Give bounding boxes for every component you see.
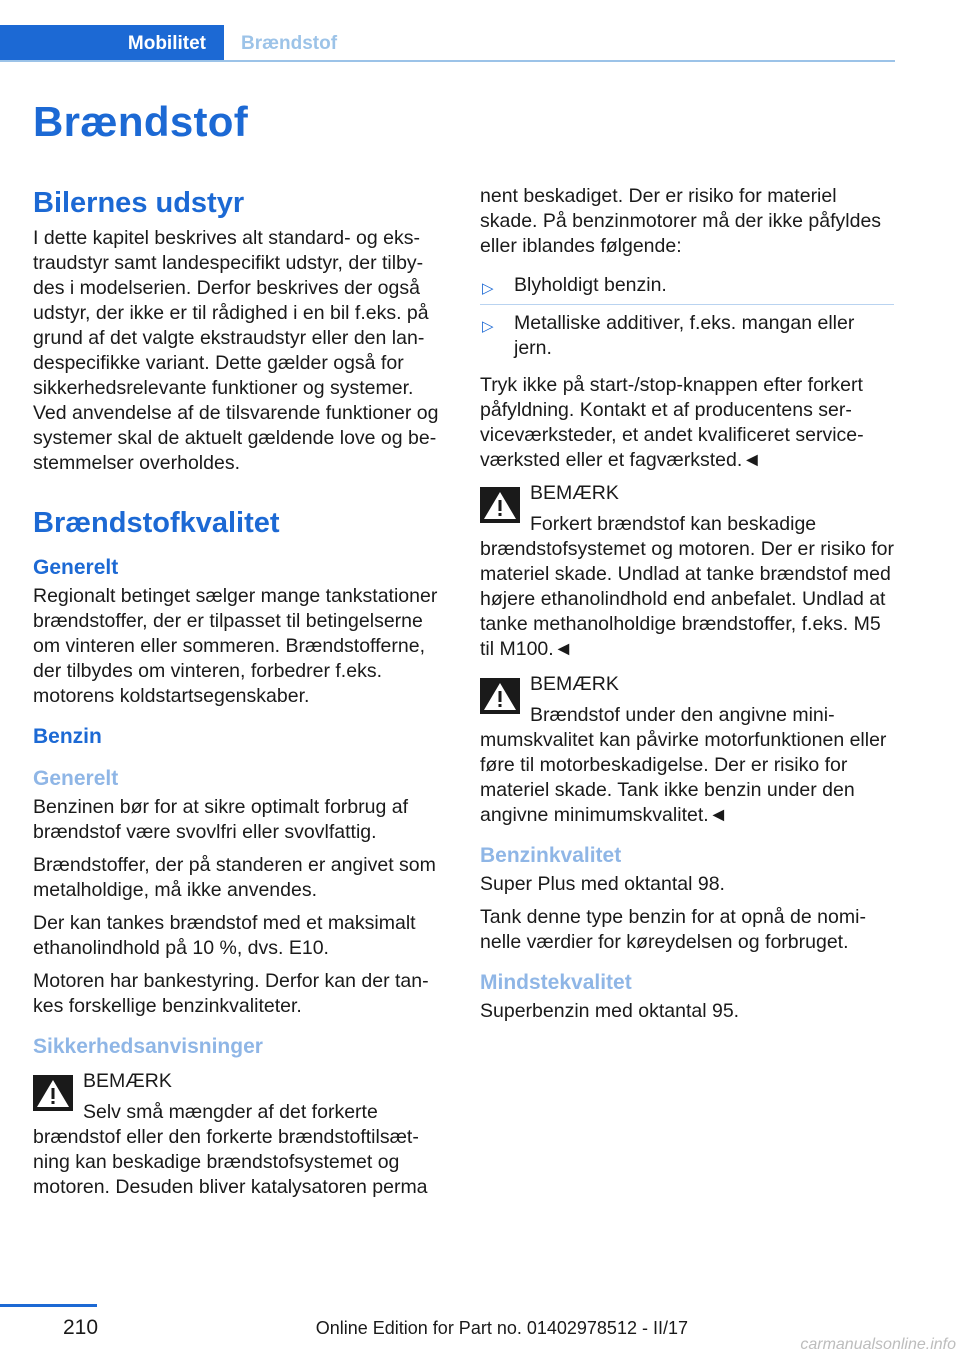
paragraph-min-quality: Superbenzin med oktantal 95. [480,1000,740,1022]
right-column [480,184,894,1032]
paragraph-petrol-3: Der kan tankes brændstof med et maksimalt ethanolindhold på 10 %, dvs. E10. [33,912,416,959]
warning-text: Forkert brændstof kan beskadige brændstofsystemet og motoren. Der er risiko for materiel skade. Undlad at tanke brændstof med højere ethanolindhold end anbefalet. Undlad at tanke methanolholdige brændstoffer, f.eks. M5 til M100.◄ [480,513,894,660]
paragraph-continued: nent beskadiget. Der er risiko for materiel skade. På benzinmotorer må der ikke påfyldes eller iblandes følgende: [480,185,882,257]
watermark: carmanualsonline.info [800,1336,956,1353]
tab-mobilitet[interactable]: Mobilitet [0,25,224,62]
warning-triangle-icon [480,678,520,714]
paragraph-start-stop: Tryk ikke på start-/stop-knappen efter forkert påfyldning. Kontakt et af producentens serviceværksteder, et andet kvalificeret serviceværksted eller et fagværksted.◄ [480,374,864,471]
heading-fuel-quality: Brændstofkvalitet [33,507,280,539]
footer-line [0,1304,97,1307]
warning-label: BEMÆRK [530,673,619,695]
warning-text: Selv små mængder af det forkerte brændstof eller den forkerte brændstoftilsætning kan beskadige brændstofsystemet og motoren. Desuden bliver katalysatoren perma [33,1101,428,1198]
left-column [33,184,447,1210]
heading-equipment: Bilernes udstyr [33,187,245,219]
heading-petrol: Benzin [33,725,102,748]
heading-petrol-quality: Benzinkvalitet [480,844,622,867]
warning-label: BEMÆRK [530,482,619,504]
warning-triangle-icon [33,1075,73,1111]
warning-note [480,481,894,662]
heading-general: Generelt [33,556,119,579]
paragraph-petrol-2: Brændstoffer, der på standeren er angivet som metalholdige, må ikke anvendes. [33,854,436,901]
page-number: 210 [63,1316,99,1339]
header-divider [0,60,895,62]
paragraph-petrol-1: Benzinen bør for at sikre optimalt forbrug af brændstof være svovlfri eller svovlfattig. [33,796,409,843]
paragraph-petrol-quality-1: Super Plus med oktantal 98. [480,873,725,895]
paragraph-equipment: I dette kapitel beskrives alt standard- og ekstraudstyr samt landespecifikt udstyr, der tilbydes i modelserien. Derfor beskrives der også udstyr, der ikke er til rådighed i en bil f.eks. på grund af det valgte ekstraudstyr eller den landespecifikke variant. Dette gælder også for sikkerhedsrelevante funktioner og systemer. Ved anvendelse af de tilsvarende funktioner og systemer skal de aktuelt gældende love og bestemmelser overholdes. [33,227,439,474]
warning-text: Brændstof under den angivne minimumskvalitet kan påvirke motorfunktionen eller føre til motorbeskadigelse. Der er risiko for materiel skade. Tank ikke benzin under den angivne minimumskvalitet.◄ [480,704,887,826]
heading-min-quality: Mindstekvalitet [480,971,632,994]
heading-safety: Sikkerhedsanvisninger [33,1035,263,1058]
header-tabbar [0,25,895,62]
warning-triangle-icon [480,487,520,523]
paragraph-petrol-4: Motoren har bankestyring. Derfor kan der tankes forskellige benzinkvaliteter. [33,970,429,1017]
triangle-bullet-icon: ▷ [482,318,494,335]
tab-braendstof[interactable]: Brændstof [241,33,338,54]
heading-petrol-general: Generelt [33,767,119,790]
warning-note [480,672,894,828]
paragraph-petrol-quality-2: Tank denne type benzin for at opnå de nominelle værdier for køreydelsen og forbruget. [480,906,866,953]
warning-note [33,1069,447,1200]
list-item: ▷ Blyholdigt benzin. [480,267,894,305]
edition-info: Online Edition for Part no. 01402978512 - II/17 [315,1318,688,1338]
paragraph-general: Regionalt betinget sælger mange tankstationer brændstoffer, der er tilpasset til betingelserne om vinteren eller sommeren. Brændstofferne, der tilbydes om vinteren, forbedrer f.eks. motorens koldstartsegenskaber. [33,585,438,707]
triangle-bullet-icon: ▷ [482,280,494,297]
page-title: Brændstof [33,98,249,145]
prohibited-list [480,267,894,367]
warning-label: BEMÆRK [83,1070,172,1092]
list-item: ▷ Metalliske additiver, f.eks. mangan eller jern. [482,312,855,359]
